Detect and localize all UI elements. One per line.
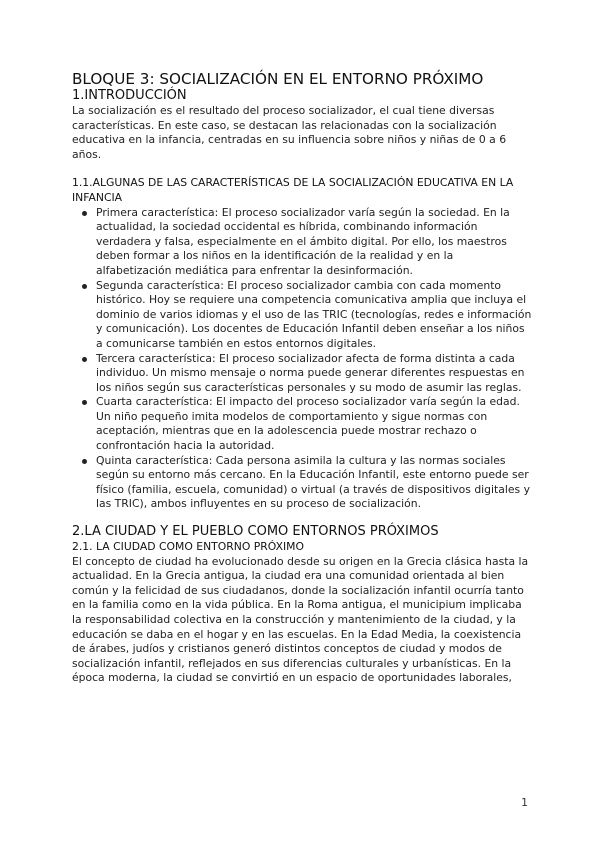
list-item-text: Tercera característica: El proceso socializador afecta de forma distinta a cada individuo. Un mismo mensaje o norma puede generar diferentes respuestas en los niños según sus características personales y su modo de asumir las reglas. bbox=[96, 351, 525, 394]
list-item-text: Cuarta característica: El impacto del proceso socializador varía según la edad. Un niño pequeño imita modelos de comportamiento y sigue normas con aceptación, mientras que en la adolescencia puede mostrar rechazo o confrontación hacia la autoridad. bbox=[96, 395, 520, 453]
spacer bbox=[72, 162, 532, 176]
section-2-1-heading: 2.1. LA CIUDAD COMO ENTORNO PRÓXIMO bbox=[72, 540, 304, 554]
section-1-1-heading: 1.1.ALGUNAS DE LAS CARACTERÍSTICAS DE LA SOCIALIZACIÓN EDUCATIVA EN LA INFANCIA bbox=[72, 176, 514, 204]
bullet-icon bbox=[82, 211, 87, 216]
characteristics-list bbox=[72, 206, 532, 512]
page-number: 1 bbox=[521, 796, 528, 809]
section-1-intro: La socialización es el resultado del proceso socializador, el cual tiene diversas características. En este caso, se destacan las relacionadas con la socialización educativa en la infancia, centradas en su influencia sobre niños y niñas de 0 a 6 años. bbox=[72, 104, 507, 161]
spacer bbox=[72, 512, 532, 524]
document-title: BLOQUE 3: SOCIALIZACIÓN EN EL ENTORNO PRÓXIMO bbox=[72, 70, 484, 88]
section-1-heading: 1.INTRODUCCIÓN bbox=[72, 88, 187, 103]
bullet-icon bbox=[82, 357, 87, 362]
bullet-icon bbox=[82, 400, 87, 405]
list-item bbox=[96, 352, 532, 396]
section-2-heading: 2.LA CIUDAD Y EL PUEBLO COMO ENTORNOS PRÓXIMOS bbox=[72, 524, 439, 540]
bullet-icon bbox=[82, 284, 87, 289]
list-item-text: Segunda característica: El proceso socializador cambia con cada momento histórico. Hoy se requiere una competencia comunicativa amplia que incluya el dominio de varios idiomas y el uso de las TRIC (tecnologías, redes e información y comunicación). Los docentes de Educación Infantil deben enseñar a los niños a comunicarse también en estos entornos digitales. bbox=[96, 278, 532, 350]
list-item-text: Primera característica: El proceso socializador varía según la sociedad. En la actualidad, la sociedad occidental es híbrida, combinando información verdadera y falsa, especialmente en el ámbito digital. Por ello, los maestros deben formar a los niños en la identificación de la realidad y en la alfabetización mediática para enfrentar la desinformación. bbox=[96, 205, 510, 277]
bullet-icon bbox=[82, 459, 87, 464]
list-item-text: Quinta característica: Cada persona asimila la cultura y las normas sociales según su entorno más cercano. En la Educación Infantil, este entorno puede ser físico (familia, escuela, comunidad) o virtual (a través de dispositivos digitales y las TRIC), ambos influyentes en su proceso de socialización. bbox=[96, 453, 530, 511]
list-item bbox=[96, 206, 532, 279]
section-2-1-paragraph: El concepto de ciudad ha evolucionado desde su origen en la Grecia clásica hasta la actualidad. En la Grecia antigua, la ciudad era una comunidad orientada al bien común y la felicidad de sus ciudadanos, donde la socialización infantil ocurría tanto en la familia como en la vida pública. En la Roma antigua, el municipium implicaba la responsabilidad colectiva en la construcción y mantenimiento de la ciudad, y la educación se daba en el hogar y en las escuelas. En la Edad Media, la coexistencia de árabes, judíos y cristianos generó distintos conceptos de ciudad y modos de socialización infantil, reflejados en sus diferencias culturales y urbanísticas. En la época moderna, la ciudad se convirtió en un espacio de oportunidades laborales, bbox=[72, 554, 529, 685]
list-item bbox=[96, 279, 532, 352]
list-item bbox=[96, 454, 532, 512]
list-item bbox=[96, 395, 532, 453]
document-page bbox=[72, 70, 532, 686]
